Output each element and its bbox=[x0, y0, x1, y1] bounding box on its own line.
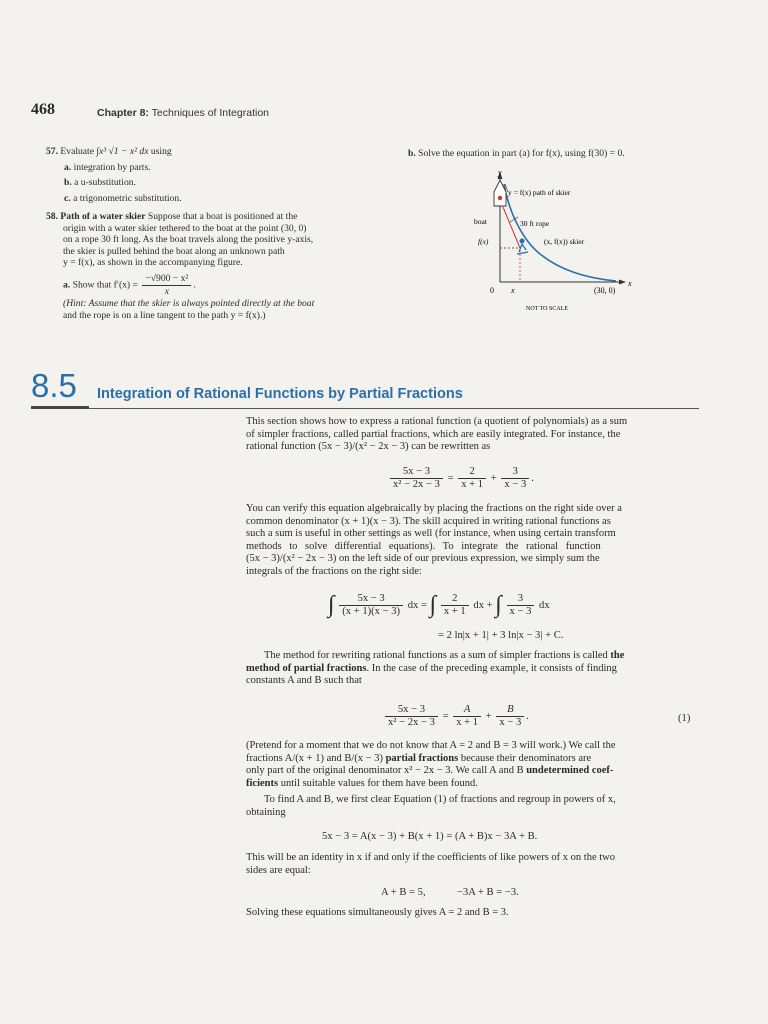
paragraph-verify-line2: common denominator (x + 1)(x − 3). The skill acquired in writing rational functions as bbox=[246, 515, 611, 527]
chapter-label: Chapter 8: bbox=[97, 107, 149, 119]
equation-integral-result: = 2 ln|x + 1| + 3 ln|x − 3| + C. bbox=[438, 630, 564, 641]
equation-cleared: 5x − 3 = A(x − 3) + B(x + 1) = (A + B)x − 3A + B. bbox=[322, 831, 538, 842]
section-rule-accent bbox=[31, 406, 89, 409]
x-tick-label: x bbox=[511, 286, 515, 295]
exercise-58-title: Path of a water skier bbox=[60, 211, 146, 222]
paragraph-identity: This will be an identity in x if and only if the coefficients of like powers of x on the two sides are equal: bbox=[246, 852, 615, 876]
chapter-heading bbox=[97, 107, 269, 119]
x-axis-arrow-icon bbox=[619, 280, 626, 285]
exercise-57-prompt: Evaluate bbox=[60, 146, 94, 157]
exercise-58-number: 58. bbox=[46, 211, 58, 222]
exercise-57-c-text: a trigonometric substitution. bbox=[73, 192, 182, 204]
equation-number: (1) bbox=[678, 713, 691, 724]
exercise-58-line5: y = f(x), as shown in the accompanying figure. bbox=[63, 257, 243, 269]
paragraph-verify bbox=[246, 503, 696, 579]
water-skier-figure bbox=[470, 162, 650, 320]
exercise-58-a-text: Show that f′(x) = bbox=[72, 279, 138, 291]
equation-integral: ∫ $\frac{5x - 3}{(x + 1)(x - 3)}$ dx = ∫ $\frac{2}{x + 1}$ dx + ∫ $\frac{3}{x - 3}$ dx bbox=[328, 592, 550, 618]
exercise-58-line4: the skier is pulled behind the boat along an unknown path bbox=[63, 245, 285, 257]
section-number: 8.5 bbox=[31, 367, 77, 404]
boat-icon bbox=[494, 180, 506, 206]
integral-sign-icon: ∫ bbox=[495, 592, 502, 618]
exercise-57-integrand: ∫x³ √1 − x² dx bbox=[96, 146, 149, 157]
exercise-58-line1: Suppose that a boat is positioned at the bbox=[147, 211, 298, 222]
origin-label: 0 bbox=[490, 286, 494, 295]
exercise-57-a-label: a. bbox=[64, 161, 72, 173]
x-axis-label: x bbox=[628, 279, 632, 288]
chapter-title: Techniques of Integration bbox=[151, 107, 270, 119]
exercise-58-b-text: Solve the equation in part (a) for f(x), using f(30) = 0. bbox=[418, 148, 625, 159]
paragraph-solution: Solving these equations simultaneously gives A = 2 and B = 3. bbox=[246, 907, 509, 918]
integral-sign-icon: ∫ bbox=[429, 592, 437, 618]
exercise-58-a-label: a. bbox=[63, 279, 71, 291]
exercise-57-b-label: b. bbox=[64, 177, 72, 189]
y-axis-label: y bbox=[498, 168, 502, 177]
exercise-58-b-label: b. bbox=[408, 148, 416, 159]
exercise-58-hint-line1: (Hint: Assume that the skier is always pointed directly at the boat bbox=[63, 297, 315, 309]
exercise-58: 58. Path of a water skier Suppose that a boat is positioned at the origin with a water skier tethered to the boat at the point (30, 0) on a rope 30 ft long. As the boat travels along the positive y-axis, the skier is pulled behind the boat along an unknown path y = f(x), as shown in the accompanying figure. a. Show that f′(x) = $\frac{\text{−√900 − x²}}{x}$ . (Hint: Assume that the skier is always pointed directly at the boat and the rope is on a line tangent to the path y = f(x).) bbox=[46, 211, 358, 321]
exercise-57-number: 57. bbox=[46, 146, 58, 157]
equation-decomposition: $\frac{5x - 3}{\text{x² − 2x − 3}}$ = $\frac{2}{x + 1}$ + $\frac{3}{x - 3}$ . bbox=[388, 466, 534, 491]
equation-undetermined: $\frac{5x - 3}{\text{x² − 2x − 3}}$ = $\frac{A}{x + 1}$ + $\frac{B}{x - 3}$ . bbox=[383, 704, 529, 729]
paragraph-intro bbox=[246, 416, 696, 454]
exercise-58-line3: on a rope 30 ft long. As the boat travels along the positive y-axis, bbox=[63, 234, 314, 246]
skier-head-icon bbox=[520, 239, 525, 244]
section-rule bbox=[31, 408, 699, 409]
paragraph-intro-line3: rational function (5x − 3)/(x² − 2x − 3) can be rewritten as bbox=[246, 441, 491, 453]
paragraph-partial-fractions: (Pretend for a moment that we do not know that A = 2 and B = 3 will work.) We call the fractions A/(x + 1) and B/(x − 3) partial fractions because their denominators are only part of the original denominator x² − 2x − 3. We call A and B undetermined coef- ficients until suitable values for them have been found. bbox=[246, 740, 616, 789]
point-label: (30, 0) bbox=[594, 286, 616, 295]
exercise-57-a-text: integration by parts. bbox=[73, 161, 151, 173]
exercise-58-line2: origin with a water skier tethered to the boat at the point (30, 0) bbox=[63, 222, 307, 234]
exercise-58-b bbox=[408, 148, 625, 160]
boat-driver-icon bbox=[498, 196, 502, 200]
integral-sign-icon: ∫ bbox=[328, 592, 335, 618]
fx-label: f(x) bbox=[478, 237, 489, 246]
skier-label: (x, f(x)) skier bbox=[544, 237, 585, 246]
paragraph-intro-line2: of simpler fractions, called partial fractions, which are easily integrated. For instance, the bbox=[246, 428, 621, 440]
exercise-58-a-fraction: $\frac{\text{−√900 − x²}}{x}$ bbox=[142, 273, 191, 298]
exercise-57-b-text: a u-substitution. bbox=[74, 177, 136, 189]
skier-path-curve bbox=[504, 184, 616, 281]
path-label: y = f(x) path of skier bbox=[508, 188, 571, 197]
exercise-57 bbox=[46, 146, 366, 204]
paragraph-verify-line6: integrals of the fractions on the right side: bbox=[246, 565, 422, 577]
paragraph-verify-line3: such a sum is useful in other settings as well (for instance, when using certain transform bbox=[246, 528, 616, 540]
paragraph-method: The method for rewriting rational functions as a sum of simpler fractions is called the method of partial fractions. In the case of the preceding example, it consists of finding constants A and B such that bbox=[246, 650, 625, 687]
exercise-58-hint-line2: and the rope is on a line tangent to the path y = f(x).) bbox=[63, 309, 266, 321]
boat-label: boat bbox=[474, 217, 487, 226]
paragraph-find-ab: To find A and B, we first clear Equation (1) of fractions and regroup in powers of x, obtaining bbox=[246, 794, 616, 818]
paragraph-intro-line1: This section shows how to express a rational function (a quotient of polynomials) as a sum bbox=[246, 416, 628, 427]
paragraph-verify-line5: (5x − 3)/(x² − 2x − 3) on the left side of our previous expression, we simply sum the bbox=[246, 553, 600, 565]
exercise-57-c-label: c. bbox=[64, 192, 71, 204]
page-number: 468 bbox=[31, 101, 55, 118]
paragraph-verify-line1: You can verify this equation algebraically by placing the fractions on the right side over a bbox=[246, 503, 622, 514]
section-title: Integration of Rational Functions by Partial Fractions bbox=[97, 386, 463, 402]
not-to-scale-note: NOT TO SCALE bbox=[526, 306, 569, 312]
exercise-57-using: using bbox=[150, 146, 172, 157]
equation-system: A + B = 5, −3A + B = −3. bbox=[381, 887, 519, 898]
paragraph-verify-line4: methods to solve differential equations). To integrate the rational function bbox=[246, 540, 601, 552]
rope-label: 30 ft rope bbox=[520, 219, 550, 228]
